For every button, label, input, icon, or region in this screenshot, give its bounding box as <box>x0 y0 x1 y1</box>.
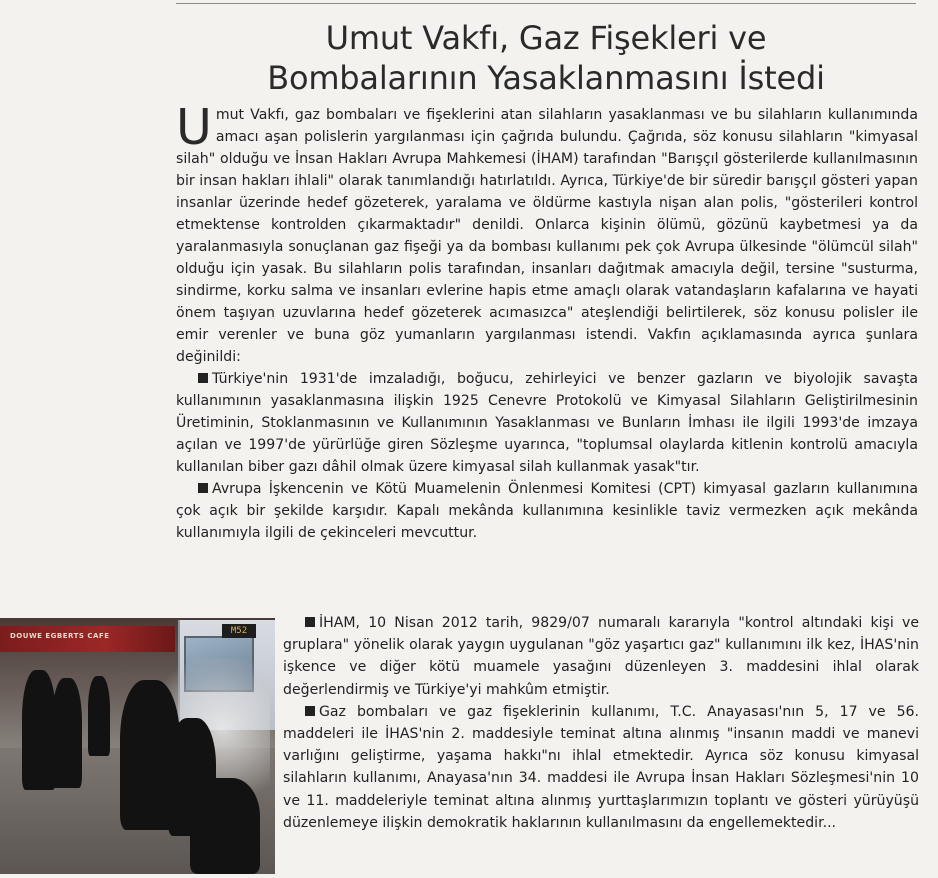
protest-photo <box>0 618 275 874</box>
drop-cap: U <box>176 99 212 156</box>
bullet-text-3: İHAM, 10 Nisan 2012 tarih, 9829/07 numaralı kararıyla "kontrol altındaki kişi ve gruplara" yönelik olarak yaygın uygulanan "göz yaşartıcı gaz" kullanımını ilk kez, İHAS'nin işkence ve diğer kötü muamele yasağını düzenleyen 3. maddesini ihlal olarak değerlendirmiş ve Türkiye'yi mahkûm etmiştir. <box>283 615 919 698</box>
article-body <box>176 99 918 544</box>
lead-paragraph <box>176 99 918 368</box>
bullet-item-2 <box>176 478 918 544</box>
top-rule <box>176 3 916 4</box>
photo-police-figure <box>190 778 260 874</box>
headline <box>176 18 916 98</box>
square-bullet-icon <box>305 706 315 716</box>
photo-police-figure <box>22 670 56 790</box>
photo-police-figure <box>88 676 110 756</box>
bullet-item-4 <box>283 701 919 834</box>
photo-bus-number: M52 <box>222 624 256 638</box>
photo-police-figure <box>52 678 82 788</box>
photo-sign-text: DOUWE EGBERTS CAFE <box>10 632 110 640</box>
headline-line-1: Umut Vakfı, Gaz Fişekleri ve <box>325 19 767 57</box>
bullet-item-1 <box>176 368 918 478</box>
headline-line-2: Bombalarının Yasaklanmasını İstedi <box>267 59 825 97</box>
bullet-text-2: Avrupa İşkencenin ve Kötü Muamelenin Önlenmesi Komitesi (CPT) kimyasal gazların kullanımına çok açık bir şekilde karşıdır. Kapalı mekânda kullanımına kesinlikle taviz vermezken açık mekânda kullanımıyla ilgili de çekinceleri mevcuttur. <box>176 481 918 541</box>
lead-text: mut Vakfı, gaz bombaları ve fişeklerini atan silahların yasaklanması ve bu silahların kullanımında amacı aşan polislerin yargılanması için çağrıda bulundu. Çağrıda, söz konusu silahların "kimyasal silah" olduğu ve İnsan Hakları Avrupa Mahkemesi (İHAM) tarafından "Barışçıl gösterilerde kullanılmasının bir insan hakları ihlali" olarak tanımlandığı hatırlatıldı. Ayrıca, Türkiye'de bir süredir barışçıl gösteri yapan insanlar üzerinde hedef gözeterek, yaralama ve öldürme kastıyla nişan alan polis, "gösterileri kontrol etmektense kontrolden çıkarmaktadır" denildi. Onlarca kişinin ölümü, gözünü kaybetmesi ya da yaralanmasıyla sonuçlanan gaz fişeği ya da bombası kullanımı pek çok Avrupa ülkesinde "ölümcül silah" olduğu için yasak. Bu silahların polis tarafından, insanları dağıtmak amacıyla değil, tersine "susturma, sindirme, korku salma ve insanları evlerine hapis etme amaçlı olarak vatandaşların kafalarına ve hayati önem taşıyan uzuvlarına hedef gözeterek acımasızca" ateşlendiği belirtilerek, söz konusu polisler ile emir verenler ve buna göz yumanların yargılanması istendi. Vakfın açıklamasında ayrıca şunlara değinildi: <box>176 107 918 365</box>
bullet-text-4: Gaz bombaları ve gaz fişeklerinin kullanımı, T.C. Anayasası'nın 5, 17 ve 56. maddeleri ile İHAS'nin 2. maddesiyle teminat altına alınmış "insanın maddi ve manevi varlığını geliştirme, yaşama hakkı"nı ihlal etmektedir. Ayrıca söz konusu kimyasal silahların kullanımı, Anayasa'nın 34. maddesi ile Avrupa İnsan Hakları Sözleşmesi'nin 10 ve 11. maddeleriyle teminat altına alınmış yurttaşlarımızın toplantı ve gösteri yürüyüşü düzenlemeye ilişkin demokratik haklarının kullanılmasını da engellemektedir... <box>283 703 919 831</box>
square-bullet-icon <box>305 617 315 627</box>
bullet-item-3 <box>283 612 919 701</box>
square-bullet-icon <box>198 373 208 383</box>
square-bullet-icon <box>198 483 208 493</box>
bullet-text-1: Türkiye'nin 1931'de imzaladığı, boğucu, zehirleyici ve benzer gazların ve biyolojik savaşta kullanımının yasaklanmasına ilişkin 1925 Cenevre Protokolü ve Kimyasal Silahların Geliştirilmesinin Üretiminin, Stoklanmasının ve Kullanımının Yasaklanması ve Bunların İmhası ile ilgili 1993'de imzaya açılan ve 1997'de yürürlüğe giren Sözleşme uyarınca, "toplumsal olaylarda kitlenin kontrolü amacıyla kullanılan biber gazı dâhil olmak üzere kimyasal silah kullanmak yasak"tır. <box>176 371 918 475</box>
article-body-continued <box>283 612 919 834</box>
